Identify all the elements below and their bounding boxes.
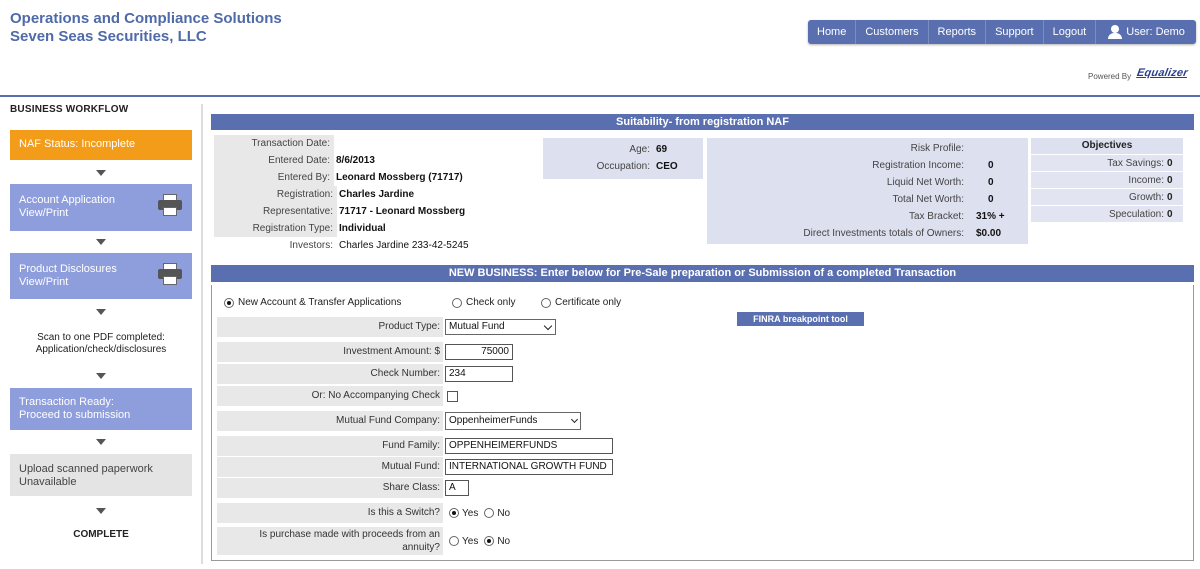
tax-savings-row	[1031, 154, 1183, 171]
nav-user[interactable]	[1096, 20, 1194, 44]
mutual-fund-label: Mutual Fund:	[217, 457, 443, 477]
workflow-sidebar	[10, 104, 192, 125]
total-net-worth-value: 0	[988, 194, 994, 205]
speculation-value: 0	[1167, 209, 1173, 220]
account-application-item[interactable]	[10, 184, 192, 231]
tax-bracket-label: Tax Bracket:	[908, 211, 964, 222]
speculation-label: Speculation:	[1108, 209, 1164, 220]
new-business-header: NEW BUSINESS: Enter below for Pre-Sale preparation or Submission of a completed Transaction	[211, 265, 1194, 282]
age-occupation-card	[543, 138, 703, 179]
no-check-checkbox[interactable]	[447, 391, 458, 402]
mutual-fund-company-label: Mutual Fund Company:	[217, 411, 443, 431]
mutual-fund-company-value: OppenheimerFunds	[449, 415, 538, 426]
risk-profile-label: Risk Profile:	[910, 143, 964, 154]
nav-reports[interactable]: Reports	[929, 20, 987, 44]
company-line-2: Seven Seas Securities, LLC	[10, 28, 207, 45]
company-line-1: Operations and Compliance Solutions	[10, 10, 282, 27]
investment-amount-row	[217, 342, 513, 362]
risk-profile-row	[707, 140, 1028, 157]
info-row	[214, 220, 469, 237]
header-divider	[0, 95, 1200, 97]
account-application-label: Account Application	[19, 194, 116, 206]
mutual-fund-company-select[interactable]	[445, 412, 581, 430]
occupation-label: Occupation:	[596, 161, 650, 172]
chevron-down-icon	[96, 309, 106, 315]
switch-no-label: No	[497, 507, 511, 519]
switch-label: Is this a Switch?	[217, 503, 443, 523]
annuity-row	[217, 527, 510, 555]
radio-new-account[interactable]	[224, 298, 234, 308]
switch-row	[217, 503, 510, 523]
investment-amount-label: Investment Amount: $	[217, 342, 443, 362]
option-new-account[interactable]	[224, 297, 401, 308]
option-check-only[interactable]	[452, 297, 515, 308]
user-icon	[1108, 25, 1122, 39]
direct-investments-label: Direct Investments totals of Owners:	[803, 228, 964, 239]
switch-yes-option[interactable]	[449, 508, 478, 519]
speculation-row	[1031, 205, 1183, 222]
tax-savings-label: Tax Savings:	[1107, 158, 1164, 169]
fund-family-row	[217, 436, 613, 456]
direct-investments-row	[707, 225, 1028, 242]
transaction-ready-item[interactable]	[10, 388, 192, 430]
representative-value: 71717 - Leonard Mossberg	[339, 206, 466, 217]
liquid-net-worth-value: 0	[988, 177, 994, 188]
product-type-row	[217, 317, 556, 337]
chevron-down-icon	[96, 373, 106, 379]
share-class-row	[217, 478, 469, 498]
radio-switch-no[interactable]	[484, 508, 494, 518]
option-new-account-label: New Account & Transfer Applications	[238, 297, 402, 308]
naf-status-item[interactable]	[10, 130, 192, 160]
product-type-label: Product Type:	[217, 317, 443, 337]
annuity-no-option[interactable]	[484, 536, 510, 547]
chevron-down-icon	[96, 439, 106, 445]
growth-label: Growth:	[1128, 192, 1164, 203]
product-type-select[interactable]	[445, 319, 556, 335]
tax-bracket-row	[707, 208, 1028, 225]
registration-value: Charles Jardine	[339, 189, 415, 200]
objectives-card	[1031, 138, 1183, 222]
annuity-yes-option[interactable]	[449, 536, 478, 547]
share-class-label: Share Class:	[217, 478, 443, 498]
info-row	[214, 169, 469, 186]
no-check-label: Or: No Accompanying Check	[217, 386, 443, 406]
mutual-fund-input[interactable]: INTERNATIONAL GROWTH FUND	[445, 459, 613, 475]
info-row	[214, 203, 469, 220]
switch-no-option[interactable]	[484, 508, 510, 519]
annuity-yes-label: Yes	[462, 535, 479, 547]
registration-type-value: Individual	[339, 223, 386, 234]
fund-family-input[interactable]: OPPENHEIMERFUNDS	[445, 438, 613, 454]
no-check-row	[217, 386, 458, 406]
chevron-down-icon	[96, 170, 106, 176]
annuity-label-line-2: annuity?	[402, 542, 440, 553]
annuity-label-line-1: Is purchase made with proceeds from an	[259, 529, 440, 540]
occupation-value: CEO	[656, 161, 678, 172]
representative-label: Representative:	[214, 203, 337, 220]
share-class-input[interactable]: A	[445, 480, 469, 496]
annuity-no-label: No	[497, 535, 511, 547]
direct-investments-value: $0.00	[976, 228, 1002, 239]
investment-amount-input[interactable]: 75000	[445, 344, 513, 360]
product-disclosures-item[interactable]	[10, 253, 192, 299]
scan-instructions	[10, 332, 192, 356]
chevron-down-icon	[96, 508, 106, 514]
entered-by-label: Entered By:	[214, 169, 334, 186]
entered-date-label: Entered Date:	[214, 152, 334, 169]
option-certificate-only-label: Certificate only	[555, 297, 622, 308]
income-label: Income:	[1128, 175, 1164, 186]
company-name	[10, 10, 282, 46]
scan-line-1: Scan to one PDF completed:	[37, 332, 165, 343]
tax-savings-value: 0	[1167, 158, 1173, 169]
info-row	[214, 237, 469, 254]
sidebar-divider	[201, 104, 203, 564]
chevron-down-icon	[96, 239, 106, 245]
sidebar-title: BUSINESS WORKFLOW	[10, 104, 129, 115]
liquid-net-worth-row	[707, 174, 1028, 191]
switch-yes-label: Yes	[462, 507, 479, 519]
product-disclosures-label: Product Disclosures	[19, 263, 117, 275]
user-label: User: Demo	[1126, 26, 1185, 38]
info-row	[214, 135, 469, 152]
check-number-row	[217, 364, 513, 384]
scan-line-2: Application/check/disclosures	[35, 344, 167, 355]
objectives-title: Objectives	[1031, 138, 1183, 154]
total-net-worth-row	[707, 191, 1028, 208]
entered-date-value: 8/6/2013	[336, 155, 375, 166]
age-row	[543, 141, 703, 158]
top-navigation	[808, 20, 1196, 44]
option-certificate-only[interactable]	[541, 297, 621, 308]
registration-type-label: Registration Type:	[214, 220, 337, 237]
option-check-only-label: Check only	[466, 297, 516, 308]
income-row	[1031, 171, 1183, 188]
info-row	[214, 186, 469, 203]
age-label: Age:	[629, 144, 650, 155]
registration-label: Registration:	[214, 186, 337, 203]
growth-value: 0	[1167, 192, 1173, 203]
nav-logout[interactable]: Logout	[1044, 20, 1097, 44]
equalizer-logo: Equalizer	[1135, 67, 1189, 79]
radio-annuity-yes[interactable]	[449, 536, 459, 546]
total-net-worth-label: Total Net Worth:	[892, 194, 964, 205]
registration-income-row	[707, 157, 1028, 174]
account-application-view: View/Print	[19, 207, 69, 219]
complete-label: COMPLETE	[73, 529, 129, 540]
suitability-header: Suitability- from registration NAF	[211, 114, 1194, 130]
entered-by-value: Leonard Mossberg (71717)	[336, 172, 463, 183]
nav-support[interactable]: Support	[986, 20, 1044, 44]
powered-by-label: Powered By	[1088, 72, 1132, 81]
check-number-input[interactable]: 234	[445, 366, 513, 382]
mutual-fund-row	[217, 457, 613, 477]
upload-status: Unavailable	[19, 476, 77, 488]
product-type-value: Mutual Fund	[449, 321, 505, 332]
finra-breakpoint-tool-button[interactable]: FINRA breakpoint tool	[737, 312, 864, 326]
transaction-date-label: Transaction Date:	[214, 135, 334, 152]
tax-bracket-value: 31% +	[976, 211, 1005, 222]
registration-info	[214, 135, 469, 254]
upload-label: Upload scanned paperwork	[19, 463, 153, 475]
radio-certificate-only[interactable]	[541, 298, 551, 308]
income-value: 0	[1167, 175, 1173, 186]
product-disclosures-view: View/Print	[19, 276, 69, 288]
registration-income-label: Registration Income:	[872, 160, 964, 171]
transaction-date-value	[334, 135, 336, 152]
fund-family-label: Fund Family:	[217, 436, 443, 456]
chevron-down-icon	[571, 416, 578, 423]
mutual-fund-company-row	[217, 411, 581, 431]
nav-customers[interactable]: Customers	[856, 20, 928, 44]
printer-icon[interactable]	[158, 194, 182, 216]
radio-check-only[interactable]	[452, 298, 462, 308]
registration-income-value: 0	[988, 160, 994, 171]
check-number-label: Check Number:	[217, 364, 443, 384]
chevron-down-icon	[544, 322, 552, 330]
occupation-row	[543, 158, 703, 175]
transaction-ready-action: Proceed to submission	[19, 409, 131, 421]
age-value: 69	[656, 144, 668, 155]
info-row	[214, 152, 469, 169]
investors-label: Investors:	[289, 240, 333, 251]
radio-annuity-no[interactable]	[484, 536, 494, 546]
radio-switch-yes[interactable]	[449, 508, 459, 518]
printer-icon[interactable]	[158, 263, 182, 285]
naf-status-label: NAF Status: Incomplete	[19, 138, 136, 150]
financial-profile-card	[707, 138, 1028, 244]
growth-row	[1031, 188, 1183, 205]
investors-value: Charles Jardine 233-42-5245	[339, 240, 469, 251]
liquid-net-worth-label: Liquid Net Worth:	[886, 177, 964, 188]
annuity-label	[217, 527, 443, 555]
nav-home[interactable]: Home	[808, 20, 856, 44]
transaction-ready-label: Transaction Ready:	[19, 396, 114, 408]
upload-paperwork-item	[10, 454, 192, 496]
